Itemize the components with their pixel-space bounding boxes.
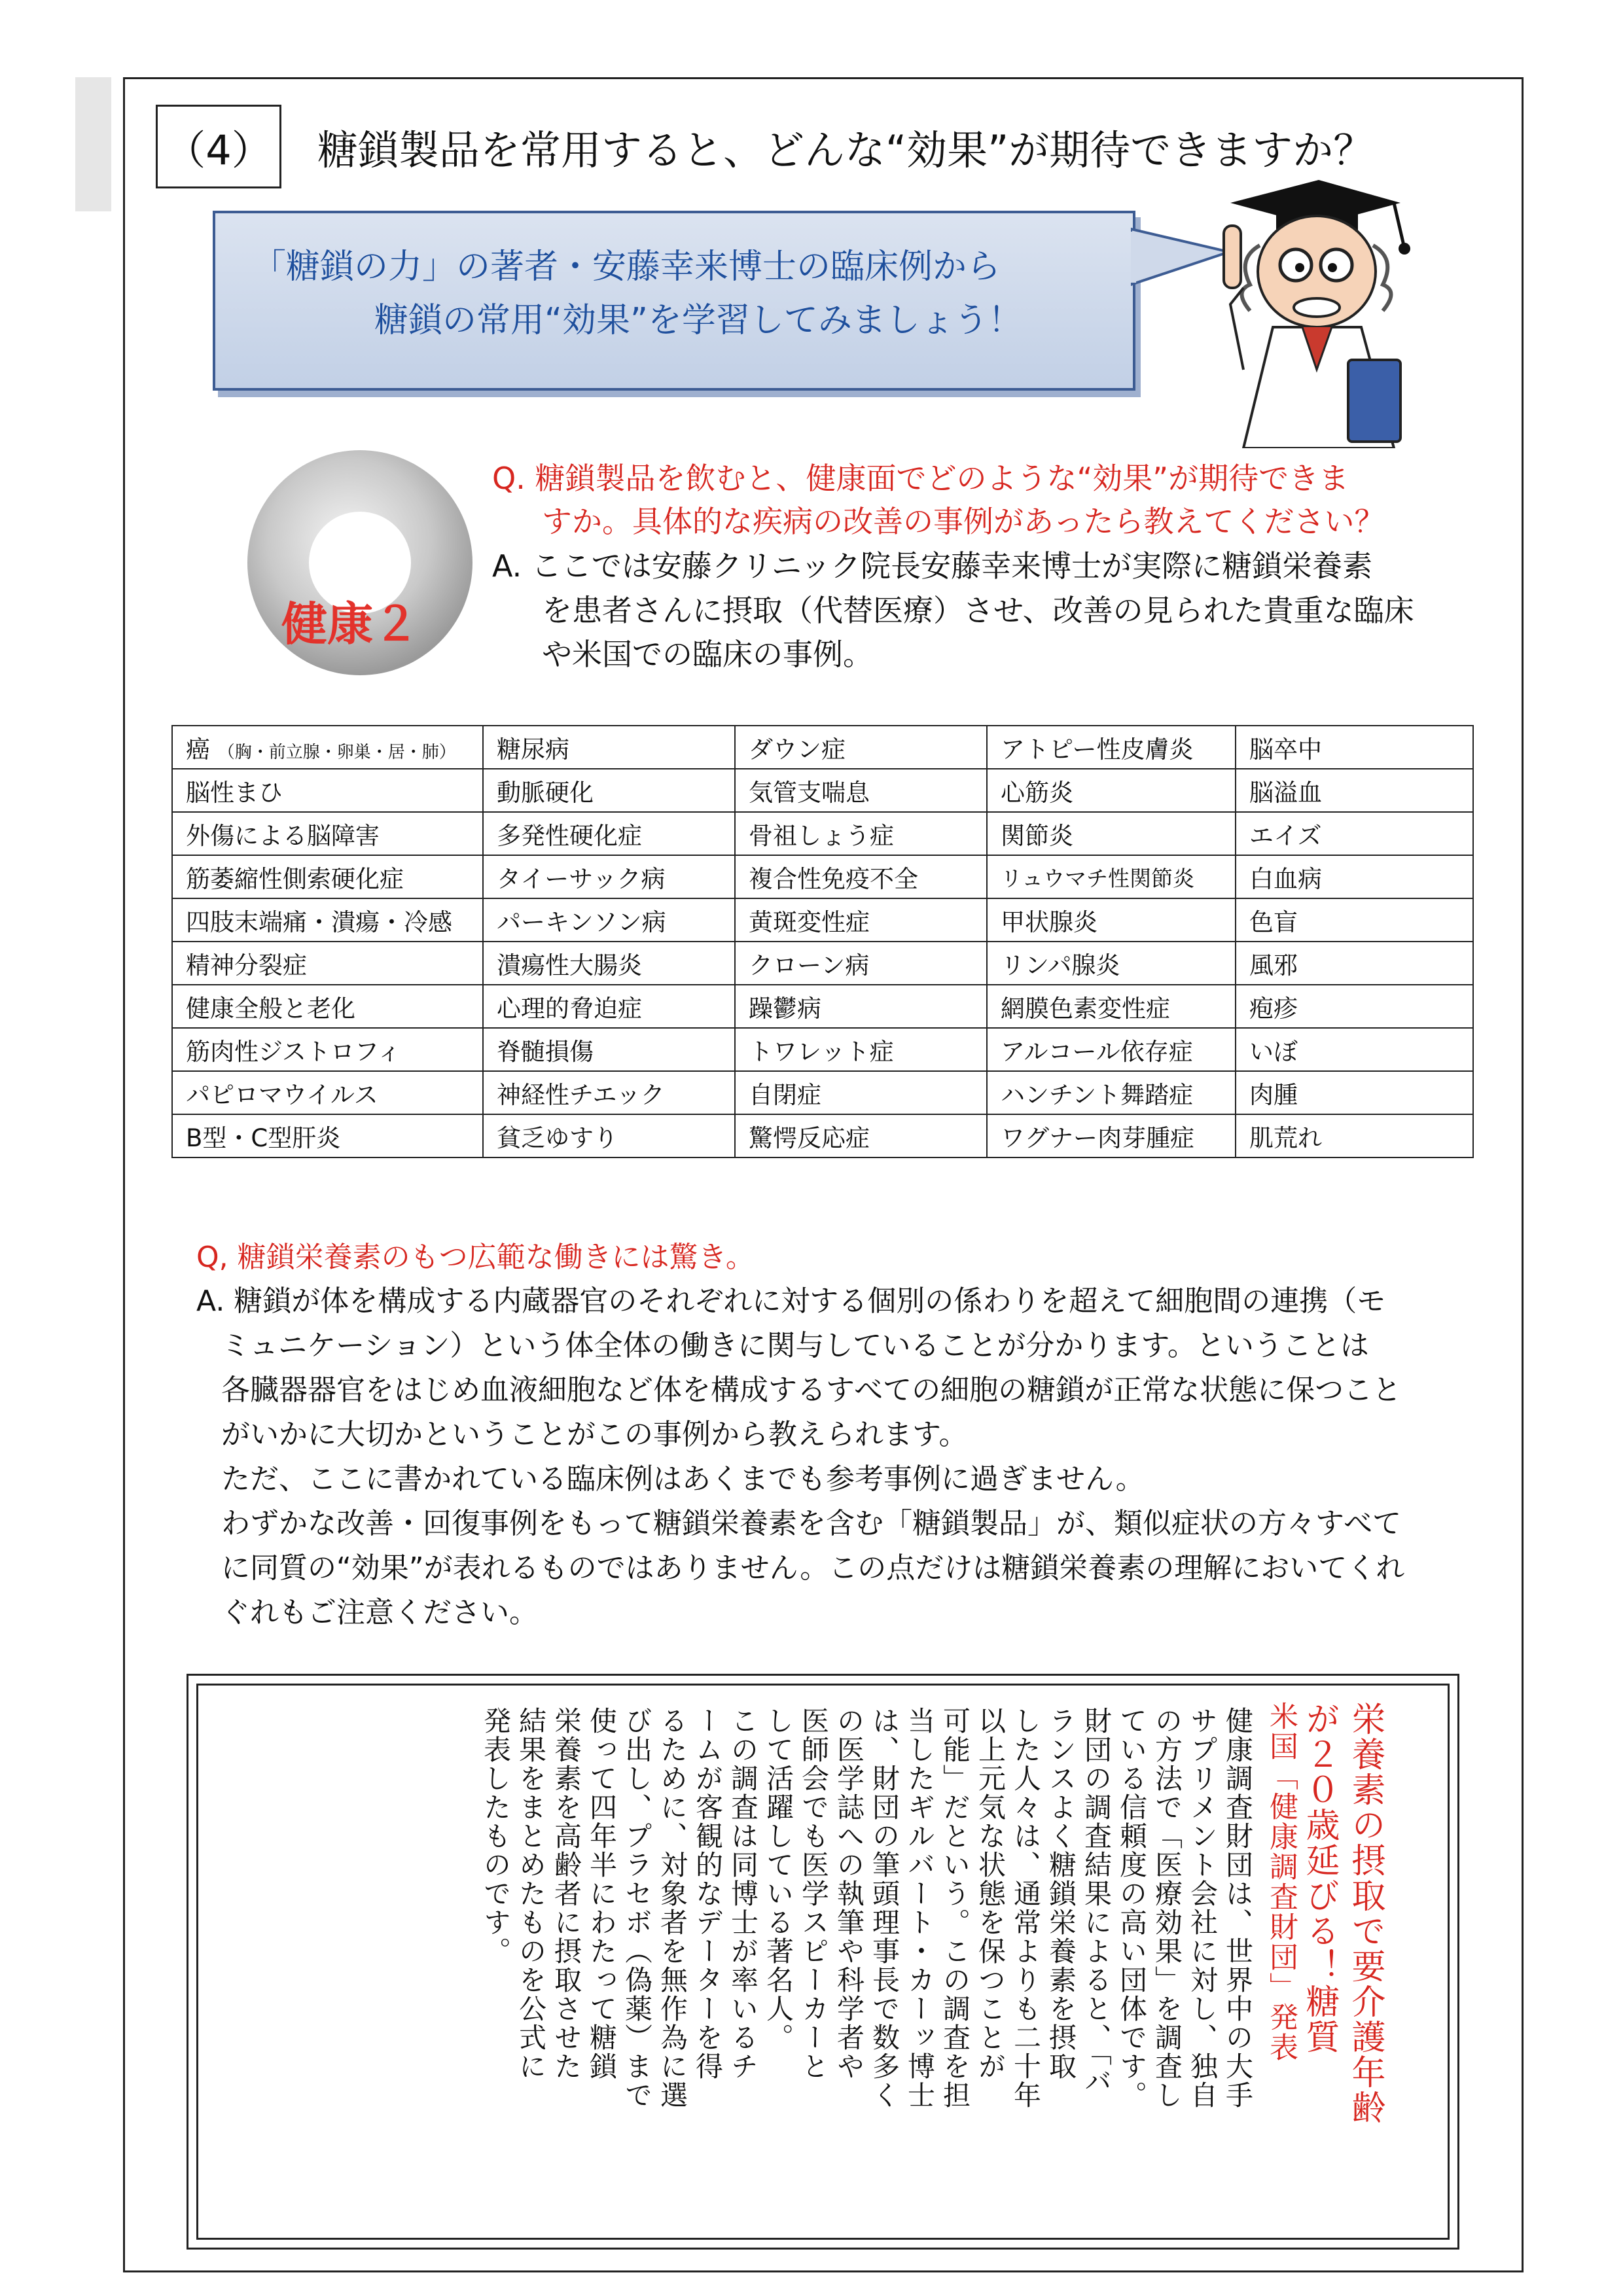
table-cell: 甲状腺炎 [987, 898, 1236, 942]
table-cell: 疱疹 [1236, 985, 1473, 1028]
table-cell: 複合性免疫不全 [735, 855, 987, 898]
table-cell: エイズ [1236, 812, 1473, 855]
table-cell: パーキンソン病 [483, 898, 735, 942]
table-cell: 健康全般と老化 [172, 985, 483, 1028]
table-cell: 骨祖しょう症 [735, 812, 987, 855]
table-cell: 心筋炎 [987, 769, 1236, 812]
table-cell: リュウマチ性関節炎 [987, 855, 1236, 898]
table-cell-note: （胸・前立腺・卵巣・居・肺） [217, 743, 456, 762]
table-cell: 風邪 [1236, 942, 1473, 985]
qa2-answer-line: がいかに大切かということがこの事例から教えられます。 [221, 1418, 968, 1451]
qa2-answer-line: ミュニケーション）という体全体の働きに関与していることが分かります。ということは [221, 1329, 1369, 1362]
table-row [172, 1071, 1473, 1114]
table-row [172, 726, 1473, 769]
table-cell: 肉腫 [1236, 1071, 1473, 1114]
article-column: は、財団の筆頭理事長で数多く [868, 1706, 901, 2110]
qa2-answer-line: わずかな改善・回復事例をもって糖鎖栄養素を含む「糖鎖製品」が、類似症状の方々すべて [221, 1507, 1402, 1540]
table-cell: 外傷による脳障害 [172, 812, 483, 855]
table-cell: 潰瘍性大腸炎 [483, 942, 735, 985]
article-column: この調査は同博士が率いるチ [727, 1706, 759, 2081]
qa2-answer-line: 各臓器器官をはじめ血液細胞など体を構成するすべての細胞の糖鎖が正常な状態に保つこと [221, 1373, 1402, 1407]
article-column: 結果をまとめたものを公式に [515, 1706, 547, 2081]
table-cell: タイーサック病 [483, 855, 735, 898]
table-row [172, 942, 1473, 985]
table-cell: 脊髄損傷 [483, 1028, 735, 1071]
table-cell: 筋萎縮性側索硬化症 [172, 855, 483, 898]
table-cell: 黄斑変性症 [735, 898, 987, 942]
section-number: （4） [156, 105, 281, 188]
article-column: るために、対象者を無作為に選 [656, 1706, 688, 2110]
table-cell: 貧乏ゆすり [483, 1114, 735, 1157]
article-column: 医師会でも医学スピーカーと [798, 1706, 830, 2081]
table-cell: 糖尿病 [483, 726, 735, 769]
table-cell: ダウン症 [735, 726, 987, 769]
article-column: ランスよく糖鎖栄養素を摂取 [1045, 1706, 1077, 2081]
table-cell: アルコール依存症 [987, 1028, 1236, 1071]
qa2-question: Q, 糖鎖栄養素のもつ広範な働きには驚き。 [196, 1241, 755, 1274]
table-cell: 驚愕反応症 [735, 1114, 987, 1157]
table-cell: 心理的脅迫症 [483, 985, 735, 1028]
article-column: 発表したものです。 [480, 1706, 512, 1966]
article-column: 使って四年半にわたって糖鎖 [586, 1706, 618, 2081]
qa1-answer-line-3: や米国での臨床の事例。 [542, 637, 873, 672]
article-column: して活躍している著名人。 [762, 1706, 794, 2052]
table-cell: 精神分裂症 [172, 942, 483, 985]
table-cell: 色盲 [1236, 898, 1473, 942]
table-cell: 筋肉性ジストロフィ [172, 1028, 483, 1071]
table-cell: 神経性チエック [483, 1071, 735, 1114]
section-title: 糖鎖製品を常用すると、どんな“効果”が期待できますか？ [317, 126, 1374, 174]
article-column: ている信頼度の高い団体です。 [1116, 1706, 1148, 2110]
table-cell: トワレット症 [735, 1028, 987, 1071]
article-column: の医学誌への執筆や科学者や [833, 1706, 865, 2081]
professor-illustration [1204, 173, 1430, 448]
table-cell: パピロマウイルス [172, 1071, 483, 1114]
table-cell: 脳卒中 [1236, 726, 1473, 769]
qa1-answer-line-2: を患者さんに摂取（代替医療）させ、改善の見られた貴重な臨床 [542, 593, 1414, 628]
article-headline-2: が２０歳延びる！糖質 [1300, 1701, 1339, 2055]
table-row [172, 985, 1473, 1028]
article-column: 健康調査財団は、世界中の大手 [1222, 1706, 1254, 2110]
bubble-line-1: 「糖鎖の力」の著者・安藤幸来博士の臨床例から [252, 247, 1001, 287]
table-row [172, 812, 1473, 855]
article-column: 可能」だという。この調査を担 [939, 1706, 971, 2110]
qa2-answer-line: ただ、ここに書かれている臨床例はあくまでも参考事例に過ぎません。 [221, 1462, 1145, 1496]
table-cell: 白血病 [1236, 855, 1473, 898]
table-cell: 動脈硬化 [483, 769, 735, 812]
table-row [172, 769, 1473, 812]
article-headline-1: 栄養素の摂取で要介護年齢 [1346, 1701, 1385, 2125]
qa2-answer-line: A. 糖鎖が体を構成する内蔵器官のそれぞれに対する個別の係わりを超えて細胞間の連携（モ [196, 1284, 1386, 1318]
table-cell: 肌荒れ [1236, 1114, 1473, 1157]
qa1-question-line-1: Q. 糖鎖製品を飲むと、健康面でどのような“効果”が期待できま [492, 461, 1349, 496]
table-cell: 四肢末端痛・潰瘍・冷感 [172, 898, 483, 942]
table-cell-text: 癌 [186, 735, 210, 764]
table-row [172, 1114, 1473, 1157]
article-column: び出し、プラセボ（偽薬）まで [621, 1706, 653, 2110]
illness-table [171, 725, 1474, 1158]
table-cell: いぼ [1236, 1028, 1473, 1071]
article-column: サプリメント会社に対し、独自 [1186, 1706, 1219, 2110]
table-cell: ワグナー肉芽腫症 [987, 1114, 1236, 1157]
qa2-answer-line: に同質の“効果”が表れるものではありません。この点だけは糖鎖栄養素の理解においてくれ [221, 1551, 1405, 1585]
article-column: 財団の調査結果によると、「バ [1080, 1706, 1113, 2096]
table-cell: 多発性硬化症 [483, 812, 735, 855]
table-cell: 網膜色素変性症 [987, 985, 1236, 1028]
table-row [172, 1028, 1473, 1071]
table-cell [172, 726, 483, 769]
table-row [172, 898, 1473, 942]
table-cell: 気管支喘息 [735, 769, 987, 812]
qa2-answer-line: ぐれもご注意ください。 [221, 1596, 538, 1629]
table-cell: 関節炎 [987, 812, 1236, 855]
page-side-tab [75, 77, 111, 211]
article-subhead: 米国「健康調査財団」発表 [1264, 1701, 1298, 2062]
article-column: ームが客観的なデーターを得 [692, 1706, 724, 2081]
table-cell: 脳性まひ [172, 769, 483, 812]
table-cell: クローン病 [735, 942, 987, 985]
table-cell: B型・C型肝炎 [172, 1114, 483, 1157]
article-column: した人々は、通常よりも二十年 [1010, 1706, 1042, 2110]
table-cell: 自閉症 [735, 1071, 987, 1114]
article-column: の方法で「医療効果」を調査し [1151, 1706, 1183, 2110]
health-badge-label: 健康２ [281, 597, 419, 651]
article-column: 以上元気な状態を保つことが [974, 1706, 1007, 2081]
table-cell: ハンチント舞踏症 [987, 1071, 1236, 1114]
table-cell: アトピー性皮膚炎 [987, 726, 1236, 769]
article-column: 当したギルバート・カーッ博士 [904, 1706, 936, 2110]
article-column: 栄養素を高齢者に摂取させた [550, 1706, 582, 2081]
qa1-question-line-2: すか。具体的な疾病の改善の事例があったら教えてください？ [542, 504, 1385, 539]
bubble-line-2: 糖鎖の常用“効果”を学習してみましょう！ [374, 301, 1022, 340]
table-cell: 躁鬱病 [735, 985, 987, 1028]
table-cell: リンパ腺炎 [987, 942, 1236, 985]
table-cell: 脳溢血 [1236, 769, 1473, 812]
table-row [172, 855, 1473, 898]
qa1-answer-line-1: A. ここでは安藤クリニック院長安藤幸来博士が実際に糖鎖栄養素 [492, 548, 1373, 584]
